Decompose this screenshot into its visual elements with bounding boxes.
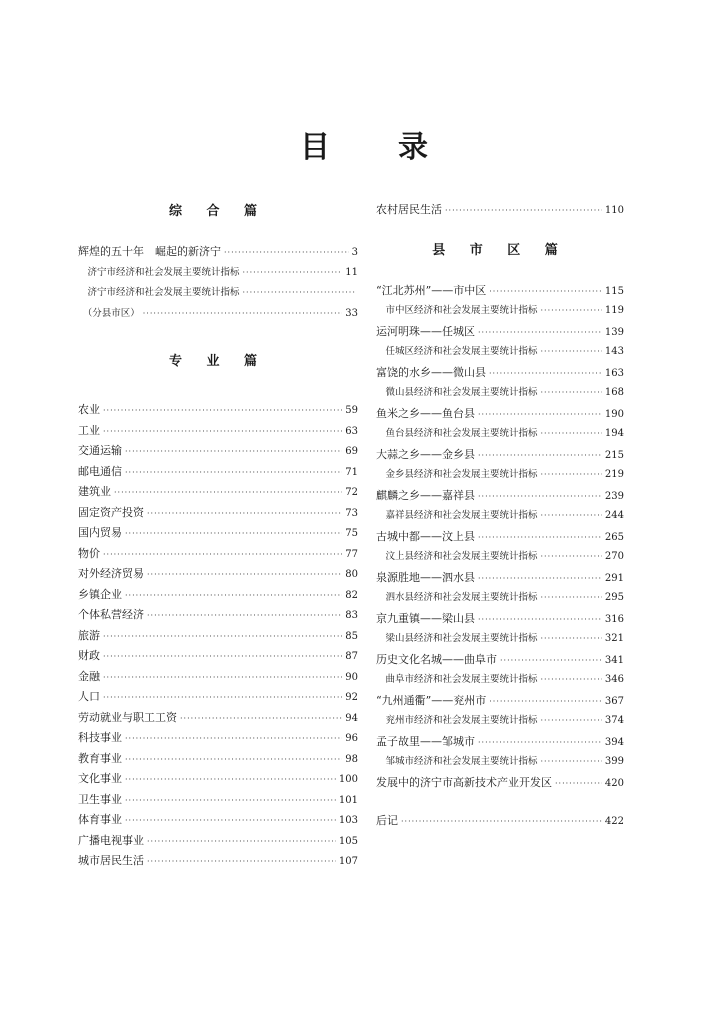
toc-entry[interactable]	[78, 421, 358, 442]
toc-entry-page-number: 420	[604, 777, 624, 789]
toc-entry-page-number: 295	[604, 592, 624, 603]
toc-entry-page-number: 77	[345, 548, 358, 560]
toc-entry-label: 对外经济贸易	[78, 567, 144, 580]
toc-entry-label: 邹城市经济和社会发展主要统计指标	[376, 756, 538, 767]
toc-entry[interactable]	[376, 322, 624, 343]
toc-entry-page-number: 3	[351, 247, 358, 258]
toc-entry[interactable]	[78, 263, 358, 284]
toc-entry-label: 工业	[78, 423, 100, 437]
toc-entry-label: “江北苏州”——市中区	[376, 283, 487, 297]
dot-leader	[541, 711, 602, 732]
toc-entry-label: 个体私营经济	[78, 608, 144, 621]
toc-entry-page-number: 73	[345, 507, 358, 519]
dot-leader	[541, 301, 602, 322]
dot-leader	[125, 791, 336, 812]
dot-leader	[489, 692, 602, 713]
toc-entry-label: 后记	[376, 814, 398, 827]
dot-leader	[500, 651, 602, 672]
toc-entry-page-number: 69	[345, 446, 358, 457]
toc-entry[interactable]	[376, 404, 624, 425]
toc-entry[interactable]	[78, 585, 358, 606]
toc-entry-label: 农村居民生活	[376, 203, 442, 216]
dot-leader	[489, 282, 602, 303]
toc-entry[interactable]	[78, 400, 358, 421]
toc-entry-label: 富饶的水乡——微山县	[376, 365, 486, 379]
toc-entry-label: 文化事业	[78, 772, 122, 785]
toc-entry-label: 兖州市经济和社会发展主要统计指标	[376, 715, 538, 726]
toc-entry-label: 劳动就业与职工工资	[78, 710, 177, 724]
dot-leader	[103, 627, 342, 648]
toc-entry-page-number: 110	[604, 205, 624, 216]
toc-entry-label: 交通运输	[78, 444, 122, 457]
toc-entry[interactable]	[78, 646, 358, 667]
toc-list-counties	[376, 281, 624, 794]
dot-leader	[541, 424, 602, 445]
toc-entry-page-number: 107	[338, 856, 358, 867]
dot-leader	[541, 670, 602, 691]
dot-leader	[478, 487, 602, 508]
toc-entry[interactable]	[78, 667, 358, 688]
toc-entry[interactable]	[376, 547, 624, 568]
toc-entry-label: 旅游	[78, 628, 100, 642]
toc-entry-page-number: 63	[345, 425, 358, 437]
dot-leader	[243, 263, 343, 284]
toc-entry-label: 财政	[78, 649, 100, 662]
toc-entry-page-number: 422	[604, 816, 624, 827]
toc-entry-label: 麒麟之乡——嘉祥县	[376, 488, 475, 502]
toc-entry-label: 曲阜市经济和社会发展主要统计指标	[376, 674, 538, 685]
toc-entry-page-number: 239	[604, 490, 624, 502]
toc-entry-page-number: 94	[345, 712, 358, 724]
toc-entry-page-number: 83	[345, 610, 358, 621]
toc-entry[interactable]	[78, 462, 358, 483]
toc-entry-label: 运河明珠——任城区	[376, 324, 475, 338]
toc-entry[interactable]	[78, 687, 358, 708]
toc-entry[interactable]	[376, 383, 624, 404]
toc-entry[interactable]	[376, 773, 624, 794]
dot-leader	[541, 629, 602, 650]
section-heading-professional: 专 业 篇	[168, 354, 268, 369]
toc-entry[interactable]	[78, 482, 358, 503]
dot-leader	[147, 832, 336, 853]
toc-entry-label: “九州通衢”——兖州市	[376, 693, 487, 707]
toc-entry-label: 鱼米之乡——鱼台县	[376, 406, 475, 420]
toc-entry[interactable]	[376, 363, 624, 384]
toc-entry-page-number: 105	[338, 835, 358, 847]
dot-leader	[478, 528, 602, 549]
toc-entry-label: 国内贸易	[78, 526, 122, 539]
toc-entry-label: 固定资产投资	[78, 505, 144, 519]
toc-entry-page-number: 80	[345, 569, 358, 580]
dot-leader	[125, 770, 336, 791]
dot-leader	[147, 565, 342, 586]
toc-entry-page-number: 11	[345, 266, 358, 278]
toc-entry[interactable]	[376, 752, 624, 773]
toc-entry[interactable]	[376, 200, 624, 221]
toc-entry-label: 大蒜之乡——金乡县	[376, 447, 475, 461]
toc-entry-page-number: 321	[604, 633, 624, 644]
section-heading-counties: 县 市 区 篇	[432, 242, 568, 258]
toc-entry[interactable]	[376, 629, 624, 650]
toc-entry[interactable]	[78, 304, 358, 325]
toc-entry-page-number: 90	[345, 671, 358, 683]
toc-entry-label: 孟子故里——邹城市	[376, 734, 475, 748]
toc-entry-page-number: 399	[604, 756, 624, 767]
toc-entry-label: （分县市区）	[78, 307, 140, 319]
toc-entry-page-number: 291	[604, 572, 624, 584]
toc-entry[interactable]	[376, 811, 624, 832]
toc-entry-page-number: 316	[604, 613, 624, 625]
dot-leader	[125, 750, 342, 771]
toc-entry-page-number: 215	[604, 449, 624, 461]
dot-leader	[125, 463, 342, 484]
toc-entry[interactable]	[78, 749, 358, 770]
toc-entry-label: 人口	[78, 690, 100, 703]
toc-entry-page-number: 265	[604, 531, 624, 543]
toc-entry[interactable]	[78, 769, 358, 790]
dot-leader	[478, 733, 602, 754]
toc-entry-page-number: 219	[604, 469, 624, 480]
toc-entry-label: 嘉祥县经济和社会发展主要统计指标	[376, 510, 538, 521]
toc-entry-page-number: 101	[338, 794, 358, 806]
dot-leader	[125, 729, 342, 750]
dot-leader	[555, 774, 602, 795]
toc-entry-label: 城市居民生活	[78, 854, 144, 867]
dot-leader	[541, 588, 602, 609]
dot-leader	[401, 812, 602, 833]
toc-entry[interactable]	[376, 445, 624, 466]
dot-leader	[147, 504, 342, 525]
toc-entry[interactable]	[376, 506, 624, 527]
toc-entry-page-number: 96	[345, 733, 358, 744]
dot-leader	[125, 524, 342, 545]
toc-entry-page-number: 139	[604, 326, 624, 338]
dot-leader	[541, 342, 602, 363]
title-char-2: 录	[398, 130, 428, 165]
toc-entry[interactable]	[376, 301, 624, 322]
toc-entry[interactable]	[376, 588, 624, 609]
toc-entry[interactable]	[78, 831, 358, 852]
toc-entry-page-number: 82	[345, 589, 358, 601]
dot-leader	[180, 709, 342, 730]
dot-leader	[541, 752, 602, 773]
toc-entry-page-number: 168	[604, 387, 624, 398]
toc-entry[interactable]	[376, 670, 624, 691]
toc-entry-page-number: 346	[604, 674, 624, 685]
toc-entry-page-number: 103	[338, 815, 358, 826]
toc-entry[interactable]	[376, 691, 624, 712]
toc-entry-label: 教育事业	[78, 751, 122, 765]
toc-entry-label: 古城中都——汶上县	[376, 529, 475, 543]
toc-entry-label: 金融	[78, 669, 100, 683]
toc-right-column	[376, 200, 624, 832]
dot-leader	[478, 405, 602, 426]
dot-leader	[478, 323, 602, 344]
toc-entry[interactable]	[78, 728, 358, 749]
dot-leader	[541, 465, 602, 486]
toc-entry-page-number: 394	[604, 736, 624, 748]
toc-entry-label: 建筑业	[78, 485, 111, 498]
toc-entry[interactable]	[376, 609, 624, 630]
toc-entry-page-number: 98	[345, 753, 358, 765]
toc-entry-page-number: 341	[604, 654, 624, 666]
dot-leader	[541, 383, 602, 404]
toc-entry-page-number: 92	[345, 692, 358, 703]
section-heading-comprehensive: 综 合 篇	[168, 204, 268, 219]
toc-entry[interactable]	[78, 851, 358, 872]
toc-entry[interactable]	[78, 283, 358, 304]
toc-entry-page-number: 115	[604, 285, 624, 297]
toc-entry-label: 邮电通信	[78, 464, 122, 478]
toc-entry-label: 广播电视事业	[78, 833, 144, 847]
toc-entry-label: 金乡县经济和社会发展主要统计指标	[376, 469, 538, 480]
toc-entry-page-number: 270	[604, 551, 624, 562]
dot-leader	[243, 283, 355, 304]
dot-leader	[478, 446, 602, 467]
toc-entry-label: 发展中的济宁市高新技术产业开发区	[376, 775, 552, 789]
dot-leader	[478, 569, 602, 590]
dot-leader	[489, 364, 602, 385]
title-char-1: 目	[300, 130, 330, 165]
dot-leader	[103, 688, 342, 709]
toc-entry[interactable]	[376, 424, 624, 445]
dot-leader	[541, 506, 602, 527]
toc-entry-page-number: 244	[604, 510, 624, 521]
dot-leader	[103, 422, 342, 443]
toc-entry[interactable]	[376, 465, 624, 486]
toc-entry[interactable]	[78, 544, 358, 565]
toc-entry[interactable]	[78, 605, 358, 626]
toc-list-continued	[376, 200, 624, 221]
toc-entry-page-number: 33	[345, 307, 358, 319]
toc-entry[interactable]	[78, 523, 358, 544]
toc-entry-label: 鱼台县经济和社会发展主要统计指标	[376, 428, 538, 439]
dot-leader	[478, 610, 602, 631]
toc-entry-label: 梁山县经济和社会发展主要统计指标	[376, 633, 538, 644]
dot-leader	[445, 201, 602, 222]
toc-entry-page-number: 59	[345, 405, 358, 416]
toc-list-comprehensive	[78, 242, 358, 324]
dot-leader	[125, 442, 342, 463]
toc-entry-label: 农业	[78, 403, 100, 416]
toc-entry-label: 济宁市经济和社会发展主要统计指标	[78, 266, 240, 278]
toc-list-afterword	[376, 811, 624, 832]
toc-entry[interactable]	[376, 342, 624, 363]
toc-entry-label: 任城区经济和社会发展主要统计指标	[376, 346, 538, 357]
dot-leader	[147, 852, 336, 873]
toc-entry[interactable]	[78, 564, 358, 585]
toc-entry[interactable]	[376, 281, 624, 302]
toc-entry-label: 卫生事业	[78, 792, 122, 806]
toc-entry[interactable]	[78, 790, 358, 811]
toc-entry-page-number: 85	[345, 630, 358, 642]
toc-entry-label: 泗水县经济和社会发展主要统计指标	[376, 592, 538, 603]
toc-entry-page-number: 72	[345, 487, 358, 498]
toc-entry-page-number: 75	[345, 528, 358, 539]
dot-leader	[103, 401, 342, 422]
toc-list-professional	[78, 400, 358, 872]
dot-leader	[125, 586, 342, 607]
toc-entry-label: 辉煌的五十年 崛起的新济宁	[78, 245, 221, 258]
toc-entry-label: 物价	[78, 546, 100, 560]
dot-leader	[103, 668, 342, 689]
toc-entry[interactable]	[376, 650, 624, 671]
toc-entry-label: 科技事业	[78, 731, 122, 744]
dot-leader	[147, 606, 342, 627]
toc-entry[interactable]	[376, 486, 624, 507]
dot-leader	[541, 547, 602, 568]
dot-leader	[103, 545, 342, 566]
dot-leader	[224, 243, 349, 264]
toc-entry[interactable]	[78, 708, 358, 729]
dot-leader	[143, 304, 343, 325]
toc-entry-page-number: 190	[604, 408, 624, 420]
dot-leader	[103, 647, 342, 668]
toc-left-column	[78, 200, 358, 872]
toc-entry-label: 微山县经济和社会发展主要统计指标	[376, 387, 538, 398]
toc-entry[interactable]	[78, 441, 358, 462]
toc-entry[interactable]	[376, 732, 624, 753]
dot-leader	[114, 483, 342, 504]
toc-entry-label: 泉源胜地——泗水县	[376, 570, 475, 584]
toc-entry[interactable]	[78, 242, 358, 263]
toc-entry[interactable]	[376, 711, 624, 732]
toc-entry-label: 历史文化名城——曲阜市	[376, 652, 497, 666]
toc-entry-label: 市中区经济和社会发展主要统计指标	[376, 305, 538, 316]
toc-entry-page-number: 100	[338, 774, 358, 785]
toc-entry-label: 体育事业	[78, 813, 122, 826]
toc-entry-label: 济宁市经济和社会发展主要统计指标	[78, 287, 240, 298]
toc-entry-page-number: 367	[604, 695, 624, 707]
toc-entry-label: 汶上县经济和社会发展主要统计指标	[376, 551, 538, 562]
toc-entry[interactable]	[78, 810, 358, 831]
toc-entry-page-number: 374	[604, 715, 624, 726]
toc-entry[interactable]	[376, 527, 624, 548]
toc-entry-page-number: 163	[604, 367, 624, 379]
toc-entry-page-number: 119	[604, 305, 624, 316]
page-title	[0, 128, 714, 168]
toc-entry-page-number: 143	[604, 346, 624, 357]
toc-entry-label: 乡镇企业	[78, 587, 122, 601]
toc-entry[interactable]	[78, 503, 358, 524]
toc-entry[interactable]	[376, 568, 624, 589]
toc-entry-page-number: 194	[604, 428, 624, 439]
toc-entry[interactable]	[78, 626, 358, 647]
dot-leader	[125, 811, 336, 832]
toc-entry-page-number: 87	[345, 651, 358, 662]
toc-entry-page-number: 71	[345, 466, 358, 478]
toc-entry-label: 京九重镇——梁山县	[376, 611, 475, 625]
